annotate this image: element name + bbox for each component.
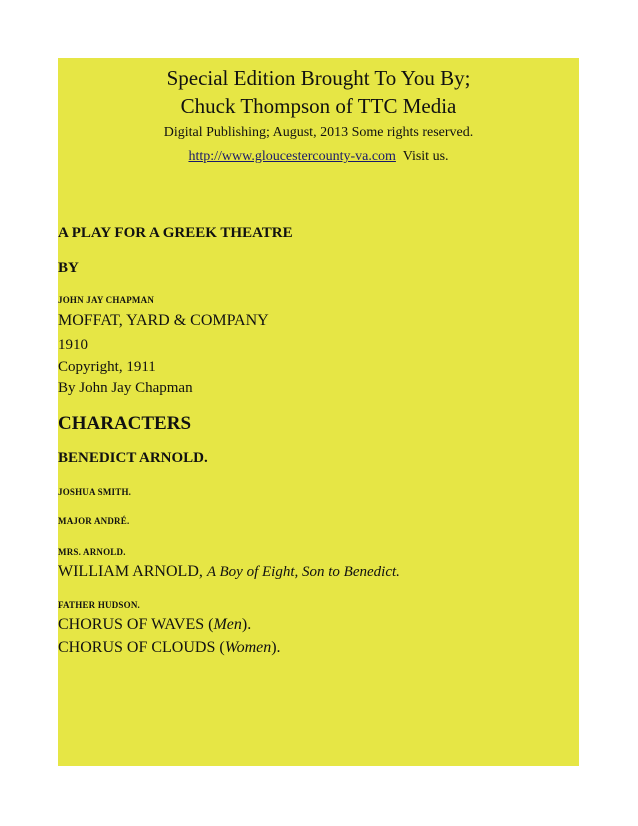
- clouds-who: Women: [224, 639, 272, 656]
- play-title: A PLAY FOR A GREEK THEATRE: [58, 225, 293, 241]
- publisher: MOFFAT, YARD & COMPANY: [58, 312, 269, 329]
- clouds-end: ).: [271, 639, 281, 656]
- waves-end: ).: [241, 616, 252, 633]
- clouds-name: CHORUS OF CLOUDS (: [58, 639, 225, 656]
- website-link[interactable]: http://www.gloucestercounty-va.com: [188, 149, 396, 164]
- header-line-1: Special Edition Brought To You By;: [166, 66, 471, 90]
- byline: By John Jay Chapman: [58, 380, 193, 396]
- william-name: WILLIAM ARNOLD,: [58, 563, 203, 580]
- character-william: [58, 563, 400, 581]
- character-joshua: JOSHUA SMITH.: [58, 487, 132, 497]
- visit-text: Visit us.: [402, 149, 449, 164]
- waves-name: CHORUS OF WAVES (: [58, 616, 214, 633]
- character-benedict: BENEDICT ARNOLD.: [58, 450, 208, 466]
- waves-who: Men: [213, 616, 242, 633]
- header-link-line: [58, 148, 579, 166]
- year: 1910: [58, 337, 88, 353]
- character-chorus-waves: [58, 616, 251, 634]
- document-page: [58, 58, 579, 766]
- header-line-3: Digital Publishing; August, 2013 Some rights reserved.: [163, 125, 474, 140]
- character-andre: MAJOR ANDRÉ.: [58, 516, 130, 526]
- character-chorus-clouds: [58, 639, 281, 657]
- characters-heading: CHARACTERS: [58, 413, 192, 434]
- character-mrs-arnold: MRS. ARNOLD.: [58, 547, 126, 557]
- author-name: JOHN JAY CHAPMAN: [58, 295, 155, 305]
- character-father-hudson: FATHER HUDSON.: [58, 600, 140, 610]
- william-description: A Boy of Eight, Son to Benedict.: [206, 564, 400, 580]
- by-label: BY: [58, 260, 79, 276]
- copyright: Copyright, 1911: [58, 359, 156, 375]
- header-line-2: Chuck Thompson of TTC Media: [180, 94, 457, 118]
